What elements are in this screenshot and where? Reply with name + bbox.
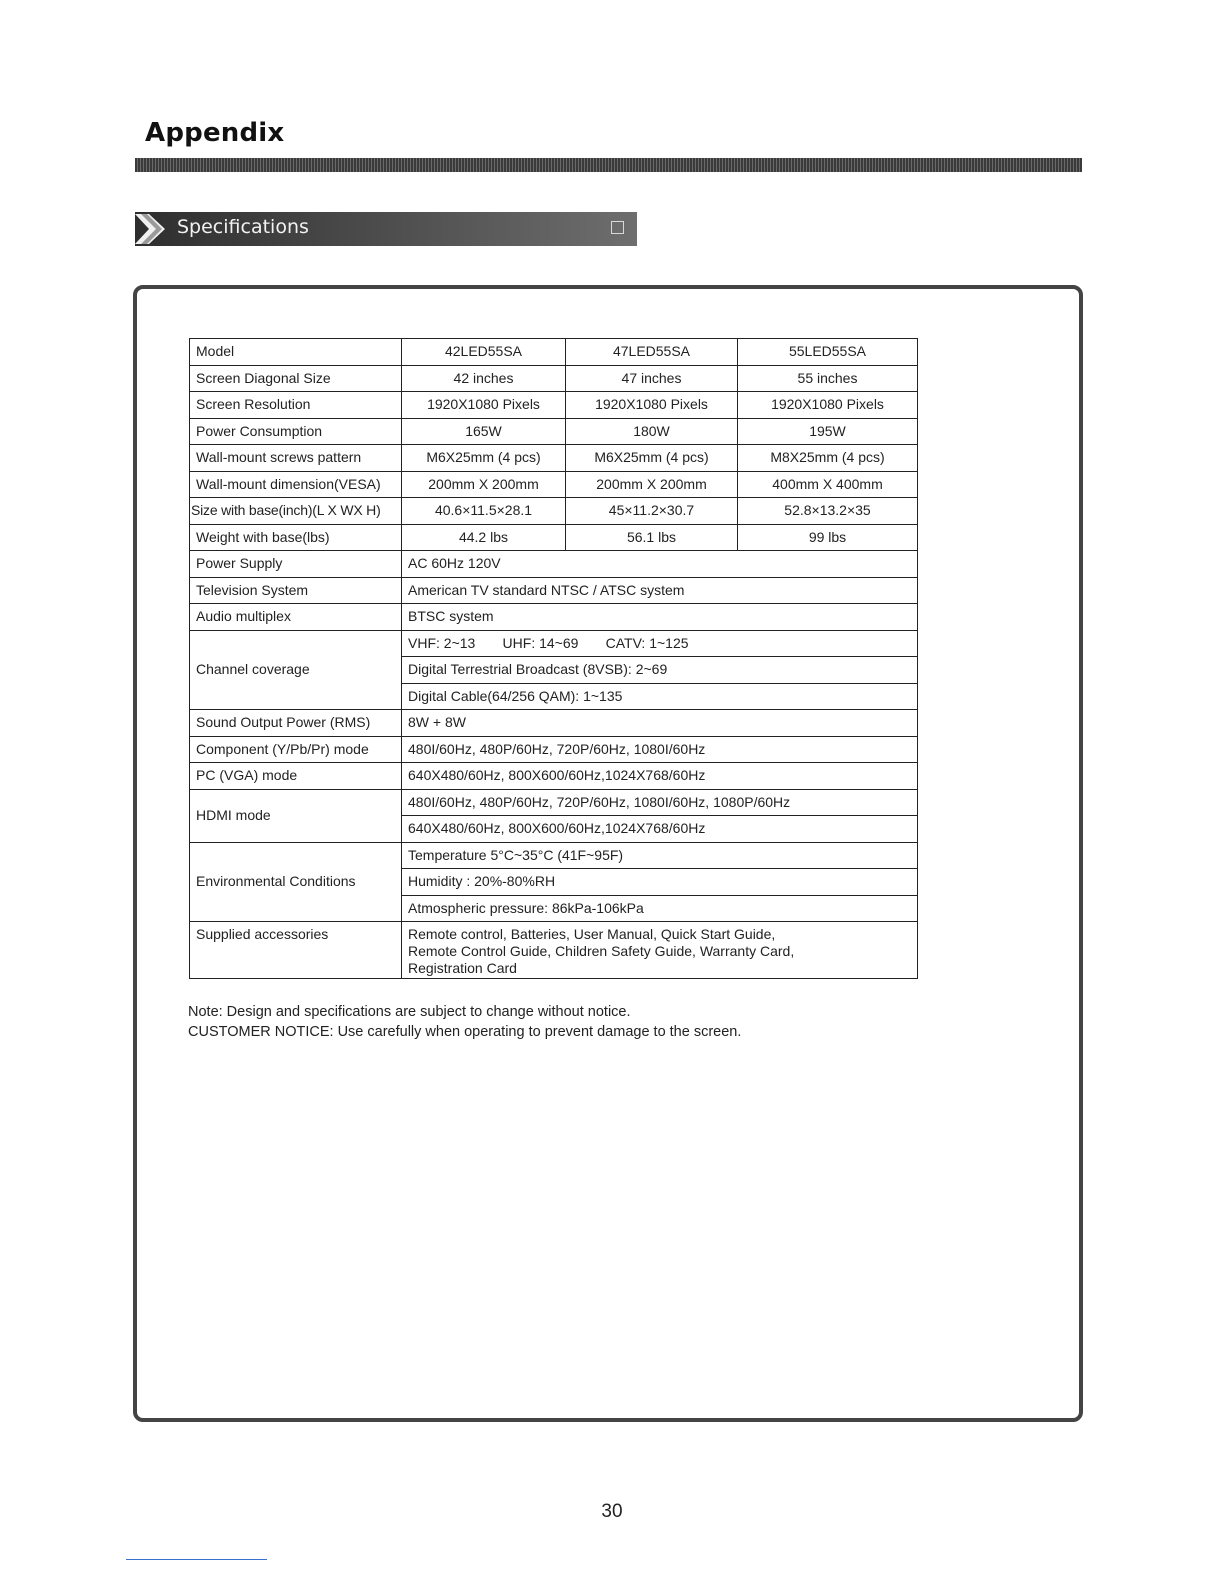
row-label: HDMI mode	[190, 789, 402, 842]
cell-value: 8W + 8W	[402, 710, 918, 737]
table-row	[190, 551, 918, 578]
row-label: Wall-mount dimension(VESA)	[190, 471, 402, 498]
row-label: Model	[190, 339, 402, 366]
cell-value: 640X480/60Hz, 800X600/60Hz,1024X768/60Hz	[402, 816, 918, 843]
page-title: Appendix	[145, 118, 285, 148]
cell-value: 200mm X 200mm	[566, 471, 738, 498]
cell-value: Digital Terrestrial Broadcast (8VSB): 2~69	[402, 657, 918, 684]
table-row	[190, 630, 918, 657]
cell-value: 1920X1080 Pixels	[402, 392, 566, 419]
cell-value: Atmospheric pressure: 86kPa-106kPa	[402, 895, 918, 922]
row-label: Weight with base(lbs)	[190, 524, 402, 551]
cell-value: 400mm X 400mm	[738, 471, 918, 498]
cell-value: American TV standard NTSC / ATSC system	[402, 577, 918, 604]
square-icon	[611, 221, 624, 234]
cell-value: 99 lbs	[738, 524, 918, 551]
cell-value: Humidity : 20%-80%RH	[402, 869, 918, 896]
cell-value: 45×11.2×30.7	[566, 498, 738, 525]
accessories-cell	[402, 922, 918, 979]
cell-line: Remote control, Batteries, User Manual, Quick Start Guide,	[408, 926, 776, 942]
cell-value: 40.6×11.5×28.1	[402, 498, 566, 525]
cell-value: 200mm X 200mm	[402, 471, 566, 498]
table-row	[190, 789, 918, 816]
row-label: Power Consumption	[190, 418, 402, 445]
cell-value: 180W	[566, 418, 738, 445]
table-row	[190, 577, 918, 604]
cell-value: M6X25mm (4 pcs)	[402, 445, 566, 472]
cell-value: 195W	[738, 418, 918, 445]
cell-value: 56.1 lbs	[566, 524, 738, 551]
cell-value: Digital Cable(64/256 QAM): 1~135	[402, 683, 918, 710]
row-label: Sound Output Power (RMS)	[190, 710, 402, 737]
cell-value: M8X25mm (4 pcs)	[738, 445, 918, 472]
cell-value: 480I/60Hz, 480P/60Hz, 720P/60Hz, 1080I/60Hz	[402, 736, 918, 763]
cell-value: M6X25mm (4 pcs)	[566, 445, 738, 472]
note-line: CUSTOMER NOTICE: Use carefully when operating to prevent damage to the screen.	[188, 1024, 742, 1040]
cell-value: 1920X1080 Pixels	[566, 392, 738, 419]
row-label: Size with base(inch)(L X WX H)	[190, 498, 402, 525]
table-row	[190, 763, 918, 790]
section-title: Specifications	[177, 216, 309, 238]
row-label: Wall-mount screws pattern	[190, 445, 402, 472]
row-label: Television System	[190, 577, 402, 604]
cell-value: Temperature 5°C~35°C (41F~95F)	[402, 842, 918, 869]
table-row	[190, 418, 918, 445]
cell-value: 52.8×13.2×35	[738, 498, 918, 525]
cell-value: BTSC system	[402, 604, 918, 631]
row-label: Screen Diagonal Size	[190, 365, 402, 392]
table-row	[190, 392, 918, 419]
cell-value: 640X480/60Hz, 800X600/60Hz,1024X768/60Hz	[402, 763, 918, 790]
row-label: Component (Y/Pb/Pr) mode	[190, 736, 402, 763]
table-row	[190, 365, 918, 392]
notes	[188, 1002, 741, 1042]
table-row	[190, 471, 918, 498]
cell-value: 47 inches	[566, 365, 738, 392]
title-divider	[135, 158, 1082, 172]
chevron-right-icon	[135, 212, 175, 246]
table-row	[190, 710, 918, 737]
table-row	[190, 524, 918, 551]
specifications-table	[189, 338, 918, 979]
model-name: 55LED55SA	[738, 339, 918, 366]
cell-value: VHF: 2~13 UHF: 14~69 CATV: 1~125	[402, 630, 918, 657]
cell-line: Remote Control Guide, Children Safety Guide, Warranty Card,	[408, 943, 795, 959]
cell-value: 42 inches	[402, 365, 566, 392]
row-label: Supplied accessories	[190, 922, 402, 979]
cell-value: 480I/60Hz, 480P/60Hz, 720P/60Hz, 1080I/60Hz, 1080P/60Hz	[402, 789, 918, 816]
cell-value: 55 inches	[738, 365, 918, 392]
cell-line: Registration Card	[408, 960, 517, 976]
row-label: Screen Resolution	[190, 392, 402, 419]
cell-value: 44.2 lbs	[402, 524, 566, 551]
row-label: Environmental Conditions	[190, 842, 402, 922]
note-line: Note: Design and specifications are subject to change without notice.	[188, 1004, 631, 1020]
table-row	[190, 445, 918, 472]
cell-value: AC 60Hz 120V	[402, 551, 918, 578]
row-label: Channel coverage	[190, 630, 402, 710]
cell-value: 1920X1080 Pixels	[738, 392, 918, 419]
table-row	[190, 498, 918, 525]
row-label: Audio multiplex	[190, 604, 402, 631]
table-row	[190, 604, 918, 631]
cell-value: 165W	[402, 418, 566, 445]
model-name: 47LED55SA	[566, 339, 738, 366]
table-row	[190, 736, 918, 763]
model-name: 42LED55SA	[402, 339, 566, 366]
footer-divider	[126, 1559, 267, 1560]
table-row	[190, 339, 918, 366]
row-label: Power Supply	[190, 551, 402, 578]
table-row	[190, 922, 918, 979]
table-row	[190, 842, 918, 869]
row-label: PC (VGA) mode	[190, 763, 402, 790]
page-number: 30	[601, 1501, 623, 1522]
